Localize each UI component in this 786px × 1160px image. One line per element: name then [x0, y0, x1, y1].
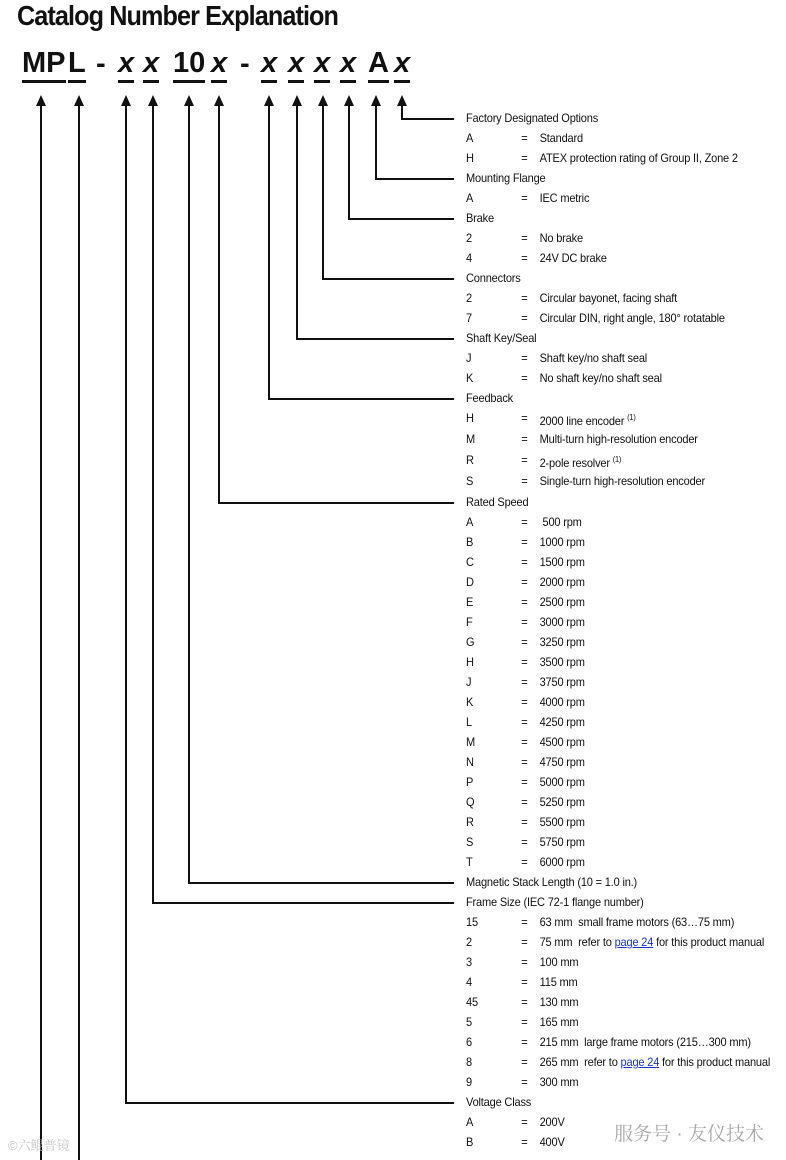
item-code: N — [466, 755, 474, 769]
equals-sign: = — [521, 955, 528, 969]
item-description — [540, 732, 585, 752]
item-description-text: 6000 rpm — [539, 855, 585, 869]
equals-sign: = — [521, 695, 528, 709]
connector-line-connectors — [323, 104, 454, 279]
item-description — [540, 368, 662, 388]
item-description-text: ATEX protection rating of Group II, Zone 2 — [539, 151, 738, 165]
item-description-text: 5250 rpm — [539, 795, 585, 809]
equals-sign: = — [521, 231, 528, 245]
item-description-text: 5000 rpm — [539, 775, 585, 789]
item-description — [540, 1112, 565, 1132]
item-description — [540, 128, 583, 148]
item-code: M — [466, 735, 476, 749]
section-title-voltage: Voltage Class — [466, 1095, 532, 1109]
equals-sign: = — [521, 371, 528, 385]
item-description — [540, 952, 579, 972]
catalog-segment: 10 — [173, 46, 205, 83]
item-code: S — [466, 474, 474, 488]
item-description-text: 2000 line encoder — [539, 414, 625, 428]
section-title-frame: Frame Size (IEC 72-1 flange number) — [466, 895, 644, 909]
equals-sign: = — [521, 615, 528, 629]
item-description-text: 300 mm — [539, 1075, 579, 1089]
item-description-text: 5500 rpm — [539, 815, 585, 829]
equals-sign: = — [521, 1035, 528, 1049]
item-description-text: 500 rpm — [539, 515, 582, 529]
item-code: B — [466, 1135, 474, 1149]
arrow-up-icon — [371, 95, 381, 106]
equals-sign: = — [521, 775, 528, 789]
item-code: A — [466, 191, 474, 205]
item-code: K — [466, 371, 474, 385]
item-code: 15 — [466, 915, 478, 929]
item-description — [540, 288, 677, 308]
item-description — [540, 248, 607, 268]
item-code: 2 — [466, 935, 472, 949]
item-description — [540, 408, 636, 431]
item-description-text: IEC metric — [539, 191, 590, 205]
item-description-text: 100 mm — [539, 955, 579, 969]
equals-sign: = — [521, 715, 528, 729]
arrow-up-icon — [214, 95, 224, 106]
item-description — [540, 471, 705, 491]
page-link[interactable]: page 24 — [614, 935, 654, 949]
item-description — [540, 812, 585, 832]
connector-line-factory — [402, 104, 454, 119]
item-code: 9 — [466, 1075, 472, 1089]
item-description-text: 1000 rpm — [539, 535, 585, 549]
item-code: H — [466, 151, 474, 165]
connector-line-flange — [376, 104, 454, 179]
catalog-segment: x — [118, 46, 134, 83]
item-description-text: No brake — [539, 231, 583, 245]
equals-sign: = — [521, 555, 528, 569]
section-title-feedback: Feedback — [466, 391, 514, 405]
item-description — [540, 1052, 771, 1072]
item-description-text: 115 mm — [539, 975, 578, 989]
item-code: M — [466, 432, 476, 446]
arrow-up-icon — [148, 95, 158, 106]
item-description-text: 5750 rpm — [539, 835, 585, 849]
equals-sign: = — [521, 835, 528, 849]
item-description — [540, 612, 585, 632]
equals-sign: = — [521, 675, 528, 689]
catalog-segment: x — [340, 46, 356, 83]
item-code: Q — [466, 795, 475, 809]
item-code: R — [466, 815, 474, 829]
equals-sign: = — [521, 595, 528, 609]
item-code: H — [466, 655, 474, 669]
equals-sign: = — [521, 575, 528, 589]
item-code: J — [466, 675, 472, 689]
item-code: A — [466, 515, 474, 529]
connector-line-stack — [189, 104, 454, 883]
equals-sign: = — [521, 515, 528, 529]
equals-sign: = — [521, 735, 528, 749]
item-description-text: 75 mm refer to — [539, 935, 615, 949]
section-title-connectors: Connectors — [466, 271, 521, 285]
item-description — [540, 912, 735, 932]
item-description-text: 3250 rpm — [539, 635, 585, 649]
item-description-text: Shaft key/no shaft seal — [539, 351, 648, 365]
item-description-text: 4000 rpm — [539, 695, 585, 709]
item-code: 5 — [466, 1015, 472, 1029]
equals-sign: = — [521, 1015, 528, 1029]
equals-sign: = — [521, 635, 528, 649]
equals-sign: = — [521, 1135, 528, 1149]
item-description — [540, 852, 585, 872]
item-description — [540, 1072, 579, 1092]
item-description — [540, 429, 698, 449]
equals-sign: = — [521, 535, 528, 549]
equals-sign: = — [521, 915, 528, 929]
item-description-text: 1500 rpm — [539, 555, 585, 569]
arrow-up-icon — [74, 95, 84, 106]
item-description-suffix: for this product manual — [659, 1055, 771, 1069]
item-description — [540, 532, 585, 552]
catalog-segment: x — [314, 46, 330, 83]
item-code: 2 — [466, 231, 472, 245]
catalog-segment: L — [68, 46, 86, 83]
section-title-speed: Rated Speed — [466, 495, 529, 509]
equals-sign: = — [521, 1115, 528, 1129]
item-description-text: 165 mm — [539, 1015, 579, 1029]
item-description-suffix: for this product manual — [653, 935, 765, 949]
item-code: 4 — [466, 251, 472, 265]
item-description — [540, 932, 765, 952]
item-code: 45 — [466, 995, 478, 1009]
item-code: L — [466, 715, 472, 729]
section-title-brake: Brake — [466, 211, 494, 225]
connector-line-brake — [349, 104, 454, 219]
equals-sign: = — [521, 411, 528, 425]
item-description-text: 200V — [539, 1115, 565, 1129]
section-title-flange: Mounting Flange — [466, 171, 546, 185]
item-description — [540, 772, 585, 792]
catalog-segment: - — [96, 48, 106, 80]
equals-sign: = — [521, 935, 528, 949]
catalog-segment: x — [143, 46, 159, 83]
item-description-text: 4750 rpm — [539, 755, 585, 769]
item-description — [540, 572, 585, 592]
item-description — [540, 1012, 579, 1032]
item-description — [540, 188, 590, 208]
item-description-text: Standard — [539, 131, 583, 145]
equals-sign: = — [521, 795, 528, 809]
page-link[interactable]: page 24 — [620, 1055, 660, 1069]
item-description-text: 3750 rpm — [539, 675, 585, 689]
arrow-up-icon — [318, 95, 328, 106]
item-description-text: No shaft key/no shaft seal — [539, 371, 662, 385]
catalog-segment: x — [394, 46, 410, 83]
item-code: S — [466, 835, 474, 849]
footnote-marker: (1) — [612, 455, 622, 464]
item-description — [540, 712, 585, 732]
equals-sign: = — [521, 474, 528, 488]
item-code: C — [466, 555, 474, 569]
item-description-text: 130 mm — [539, 995, 579, 1009]
item-code: 3 — [466, 955, 472, 969]
item-description-text: 265 mm refer to — [539, 1055, 621, 1069]
item-description-text: 63 mm small frame motors (63…75 mm) — [539, 915, 735, 929]
equals-sign: = — [521, 291, 528, 305]
item-code: R — [466, 453, 474, 467]
arrow-up-icon — [397, 95, 407, 106]
item-code: B — [466, 535, 474, 549]
catalog-segment: A — [368, 46, 389, 83]
equals-sign: = — [521, 251, 528, 265]
item-description — [540, 308, 725, 328]
footnote-marker: (1) — [627, 413, 636, 422]
item-code: H — [466, 411, 474, 425]
item-description — [540, 692, 585, 712]
item-description — [540, 148, 738, 168]
item-code: K — [466, 695, 474, 709]
equals-sign: = — [521, 453, 528, 467]
item-description — [540, 672, 585, 692]
item-description-text: 2000 rpm — [539, 575, 585, 589]
item-description — [540, 992, 579, 1012]
equals-sign: = — [521, 351, 528, 365]
item-description — [540, 652, 585, 672]
equals-sign: = — [521, 151, 528, 165]
item-code: J — [466, 351, 472, 365]
arrow-up-icon — [264, 95, 274, 106]
item-description — [540, 632, 585, 652]
item-code: 4 — [466, 975, 472, 989]
catalog-segment: x — [261, 46, 277, 83]
arrow-up-icon — [36, 95, 46, 106]
item-description — [540, 592, 585, 612]
item-description-text: 4250 rpm — [539, 715, 585, 729]
catalog-segment: x — [288, 46, 304, 83]
item-description — [540, 1032, 751, 1052]
equals-sign: = — [521, 432, 528, 446]
equals-sign: = — [521, 131, 528, 145]
item-description — [540, 792, 585, 812]
watermark-right: 服务号 · 友仪技术 — [614, 1124, 764, 1145]
arrow-up-icon — [121, 95, 131, 106]
catalog-segment: MP — [22, 46, 66, 83]
item-description — [540, 1132, 565, 1152]
item-description-text: Single-turn high-resolution encoder — [539, 474, 705, 488]
arrow-up-icon — [292, 95, 302, 106]
page-title: Catalog Number Explanation — [17, 0, 339, 31]
equals-sign: = — [521, 1075, 528, 1089]
catalog-segment: x — [211, 46, 227, 83]
item-code: 6 — [466, 1035, 472, 1049]
item-description-text: 3500 rpm — [539, 655, 585, 669]
item-description — [540, 348, 647, 368]
item-code: 8 — [466, 1055, 472, 1069]
item-description-text: Circular bayonet, facing shaft — [539, 291, 678, 305]
connector-line-speed — [219, 104, 454, 503]
equals-sign: = — [521, 995, 528, 1009]
item-code: A — [466, 131, 474, 145]
item-code: A — [466, 1115, 474, 1129]
item-code: 2 — [466, 291, 472, 305]
item-description-text: 24V DC brake — [539, 251, 607, 265]
item-code: P — [466, 775, 474, 789]
item-description-text: 4500 rpm — [539, 735, 585, 749]
item-code: F — [466, 615, 473, 629]
section-title-shaft: Shaft Key/Seal — [466, 331, 537, 345]
equals-sign: = — [521, 191, 528, 205]
watermark-left: ©六鲲普镜 — [8, 1138, 70, 1153]
equals-sign: = — [521, 655, 528, 669]
item-description-text: Multi-turn high-resolution encoder — [539, 432, 698, 446]
item-description — [540, 552, 585, 572]
item-description — [540, 752, 585, 772]
equals-sign: = — [521, 975, 528, 989]
arrow-up-icon — [344, 95, 354, 106]
item-description — [540, 450, 622, 473]
item-description — [540, 512, 582, 532]
equals-sign: = — [521, 755, 528, 769]
equals-sign: = — [521, 815, 528, 829]
equals-sign: = — [521, 311, 528, 325]
item-description-text: Circular DIN, right angle, 180° rotatable — [539, 311, 725, 325]
item-code: G — [466, 635, 475, 649]
item-description-text: 215 mm large frame motors (215…300 mm) — [539, 1035, 751, 1049]
item-description — [540, 228, 583, 248]
item-description-text: 3000 rpm — [539, 615, 585, 629]
item-code: D — [466, 575, 474, 589]
catalog-segment: - — [240, 48, 250, 80]
item-code: 7 — [466, 311, 472, 325]
equals-sign: = — [521, 1055, 528, 1069]
item-description-text: 2-pole resolver — [539, 456, 610, 470]
connector-line-voltage — [126, 104, 454, 1103]
section-title-stack: Magnetic Stack Length (10 = 1.0 in.) — [466, 875, 638, 889]
item-description — [540, 832, 585, 852]
item-code: T — [466, 855, 473, 869]
arrow-up-icon — [184, 95, 194, 106]
item-description — [540, 972, 578, 992]
item-code: E — [466, 595, 474, 609]
item-description-text: 400V — [539, 1135, 565, 1149]
item-description-text: 2500 rpm — [539, 595, 585, 609]
section-title-factory: Factory Designated Options — [466, 111, 599, 125]
equals-sign: = — [521, 855, 528, 869]
